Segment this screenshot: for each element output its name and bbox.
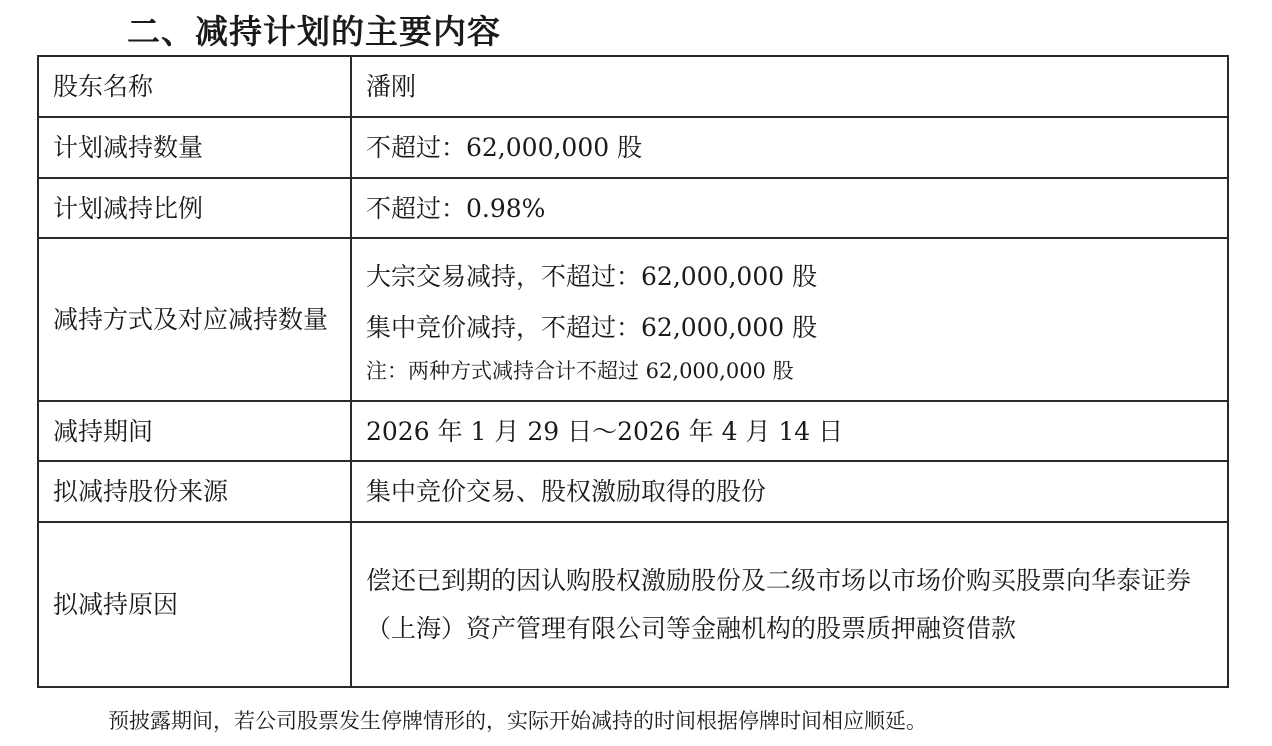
row-label-planned-quantity: 计划减持数量 <box>38 117 351 178</box>
row-value-period: 2026 年 1 月 29 日～2026 年 4 月 14 日 <box>351 401 1228 461</box>
table-row <box>38 238 1228 401</box>
table-row <box>38 401 1228 461</box>
table-row <box>38 178 1228 238</box>
reduction-plan-table <box>37 55 1229 688</box>
table-row <box>38 56 1228 117</box>
row-label-period: 减持期间 <box>38 401 351 461</box>
row-label-share-source: 拟减持股份来源 <box>38 461 351 522</box>
block-trade-line: 大宗交易减持，不超过：62,000,000 股 <box>366 261 818 291</box>
method-note: 注：两种方式减持合计不超过 62,000,000 股 <box>366 358 794 383</box>
footnote: 预披露期间，若公司股票发生停牌情形的，实际开始减持的时间根据停牌时间相应顺延。 <box>108 709 927 733</box>
table-row <box>38 117 1228 178</box>
table-row <box>38 461 1228 522</box>
row-value-planned-ratio: 不超过：0.98% <box>351 178 1228 238</box>
section-heading: 二、减持计划的主要内容 <box>127 12 501 51</box>
row-value-shareholder-name: 潘刚 <box>351 56 1228 117</box>
row-label-shareholder-name: 股东名称 <box>38 56 351 117</box>
centralized-bidding-line: 集中竞价减持，不超过：62,000,000 股 <box>366 312 818 342</box>
row-value-method-quantity <box>351 238 1228 401</box>
row-value-share-source: 集中竞价交易、股权激励取得的股份 <box>351 461 1228 522</box>
row-value-reason: 偿还已到期的因认购股权激励股份及二级市场以市场价购买股票向华泰证券（上海）资产管理有限公司等金融机构的股票质押融资借款 <box>351 522 1228 687</box>
row-label-planned-ratio: 计划减持比例 <box>38 178 351 238</box>
row-label-reason: 拟减持原因 <box>38 522 351 687</box>
row-value-planned-quantity: 不超过：62,000,000 股 <box>351 117 1228 178</box>
table-row <box>38 522 1228 687</box>
row-label-method-quantity: 减持方式及对应减持数量 <box>38 238 351 401</box>
